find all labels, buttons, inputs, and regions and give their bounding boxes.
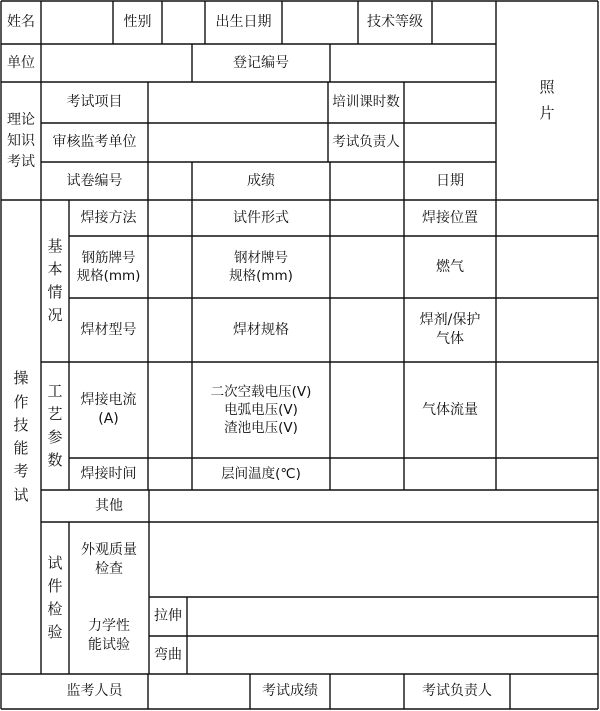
tensile-field[interactable] — [187, 597, 598, 636]
bending-field[interactable] — [187, 636, 598, 674]
training-hours-field[interactable] — [404, 82, 496, 123]
photo-label: 照 片 — [539, 78, 555, 122]
birth-date-field[interactable] — [282, 1, 358, 44]
voltages-label: 二次空载电压(V) 电弧电压(V) 渣池电压(V) — [210, 383, 312, 437]
birth-date-label: 出生日期 — [215, 14, 272, 31]
voltages-field[interactable] — [330, 362, 404, 458]
flux-gas-label: 焊剂/保护 气体 — [419, 312, 481, 347]
name-field[interactable] — [41, 1, 113, 44]
specimen-form-field[interactable] — [330, 200, 404, 236]
gender-label: 性别 — [123, 14, 152, 31]
supervising-unit-label: 审核监考单位 — [52, 134, 137, 151]
other-label: 其他 — [95, 497, 123, 514]
specimen-form-label: 试件形式 — [233, 209, 289, 226]
flux-gas-field[interactable] — [496, 298, 598, 362]
exam-score-label: 考试成绩 — [262, 683, 318, 700]
welding-time-field[interactable] — [148, 458, 192, 490]
invigilator-field[interactable] — [148, 674, 250, 709]
theory-exam-label: 理论 知识 考试 — [7, 111, 35, 170]
unit-label: 单位 — [7, 54, 35, 71]
welding-method-field[interactable] — [148, 200, 192, 236]
gas-label: 燃气 — [436, 258, 464, 275]
visual-inspection-field[interactable] — [149, 522, 598, 597]
gender-field[interactable] — [162, 1, 205, 44]
steel-grade-field[interactable] — [330, 236, 404, 298]
welding-position-label: 焊接位置 — [422, 209, 478, 226]
steel-grade-label: 钢材牌号 规格(mm) — [229, 249, 293, 284]
interpass-temp-label: 层间温度(℃) — [221, 465, 301, 482]
gas-flow-field[interactable] — [496, 362, 598, 458]
paper-no-field[interactable] — [148, 162, 192, 200]
paper-no-label: 试卷编号 — [66, 172, 123, 189]
filler-spec-field[interactable] — [330, 298, 404, 362]
gas-flow-label: 气体流量 — [422, 401, 478, 418]
score-field[interactable] — [330, 162, 404, 200]
rebar-grade-field[interactable] — [148, 236, 192, 298]
registration-no-field[interactable] — [330, 44, 496, 82]
exam-score-field[interactable] — [330, 674, 404, 709]
filler-spec-label: 焊材规格 — [233, 321, 289, 338]
mechanical-test-label: 力学性 能试验 — [88, 617, 130, 653]
welding-current-field[interactable] — [148, 362, 192, 458]
registration-no-label: 登记编号 — [233, 54, 289, 71]
welding-time-label: 焊接时间 — [80, 465, 137, 482]
skill-level-field[interactable] — [432, 1, 496, 44]
score-label: 成绩 — [247, 172, 275, 189]
name-label: 姓名 — [7, 14, 35, 31]
skill-level-label: 技术等级 — [367, 14, 423, 31]
welding-method-label: 焊接方法 — [80, 209, 137, 226]
interpass-temp-field[interactable] — [330, 458, 404, 490]
exam-officer-label: 考试负责人 — [332, 134, 400, 151]
exam-officer-field[interactable] — [404, 123, 496, 162]
basic-info-label: 基 本 情 况 — [47, 236, 63, 325]
exam-officer-bottom-field[interactable] — [510, 674, 598, 709]
welding-current-label: 焊接电流 (A) — [80, 392, 137, 427]
unit-field[interactable] — [41, 44, 192, 82]
exam-item-field[interactable] — [148, 82, 328, 123]
filler-type-field[interactable] — [148, 298, 192, 362]
exam-officer-bottom-label: 考试负责人 — [422, 683, 492, 700]
filler-type-label: 焊材型号 — [80, 321, 137, 338]
rebar-grade-label: 钢筋牌号 规格(mm) — [76, 249, 141, 284]
training-hours-label: 培训课时数 — [332, 94, 400, 111]
tensile-label: 拉伸 — [154, 608, 182, 625]
practical-exam-label: 操 作 技 能 考 试 — [13, 369, 29, 504]
bending-label: 弯曲 — [154, 646, 182, 663]
specimen-inspection-label: 试 件 检 验 — [47, 553, 63, 642]
date-label: 日期 — [436, 172, 464, 189]
exam-item-label: 考试项目 — [66, 94, 123, 111]
process-params-label: 工 艺 参 数 — [47, 381, 63, 470]
supervising-unit-field[interactable] — [148, 123, 328, 162]
invigilator-label: 监考人员 — [66, 683, 123, 700]
visual-inspection-label: 外观质量 检查 — [81, 541, 137, 577]
other-field[interactable] — [149, 490, 598, 522]
gas-field[interactable] — [496, 236, 598, 298]
welding-position-field[interactable] — [496, 200, 598, 236]
